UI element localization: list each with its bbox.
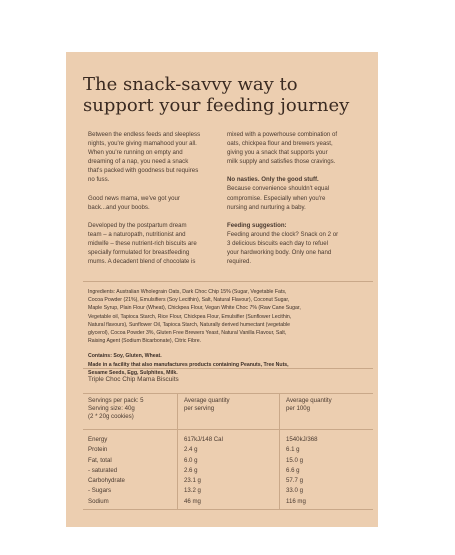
nutrition-row (83, 430, 373, 446)
per-100g-value: 6.1 g (280, 445, 373, 455)
per-100g-value: 15.0 g (280, 456, 373, 466)
servings-per-pack: Servings per pack: 5 (88, 397, 144, 404)
text-line: When you're running on empty and (88, 149, 183, 157)
text-line: back...and your boobs. (88, 203, 150, 211)
nutrition-product-name: Triple Choc Chip Mama Biscuits (88, 376, 179, 383)
nutrition-row (83, 456, 373, 466)
per-serving-value: 617kJ/148 Cal (177, 430, 279, 446)
per-100g-value: 57.7 g (280, 476, 373, 486)
text-line: Good news mama, we've got your (88, 194, 180, 202)
intro-paragraph (227, 221, 367, 266)
per-100g-value: 1540kJ/368 (280, 430, 373, 446)
allergen-contains: Contains: Soy, Gluten, Wheat. (88, 353, 162, 360)
header-line: per 100g (286, 405, 311, 413)
text-line: mums. A decadent blend of chocolate is (88, 258, 196, 266)
text-line: required. (227, 258, 252, 266)
section-divider (83, 281, 373, 282)
text-line: no fuss. (88, 176, 110, 184)
nutrition-row (83, 497, 373, 510)
intro-paragraph (88, 130, 226, 185)
per-serving-value: 23.1 g (177, 476, 279, 486)
nutrition-row (83, 466, 373, 476)
serving-note: (2 * 20g cookies) (88, 413, 134, 421)
per-serving-value: 2.4 g (177, 445, 279, 455)
ingredients-line: Raising Agent (Sodium Bicarbonate), Citric Fibre. (88, 338, 202, 345)
text-line: Developed by the postpartum dream (88, 221, 187, 229)
section-heading: No nasties. Only the good stuff. (227, 176, 319, 184)
title-line: The snack-savvy way to (83, 74, 298, 95)
ingredients-line: Maple Syrup, Plain Flour (Wheat), Chickpea Flour, Vegan White Choc 7% (Raw Cane Sugar, (88, 305, 301, 312)
per-serving-value: 2.6 g (177, 466, 279, 476)
nutrient-label: Energy (88, 436, 108, 443)
text-line: milk supply and satisfies those cravings. (227, 158, 336, 166)
per-serving-value: 13.2 g (177, 486, 279, 496)
text-line: 3 delicious biscuits each day to refuel (227, 239, 328, 247)
nutrient-label: Sodium (83, 497, 177, 510)
text-line: oats, chickpea flour and brewers yeast, (227, 140, 333, 148)
serving-size: Serving size: 40g (88, 405, 135, 413)
section-divider (83, 368, 373, 369)
ingredients-line: Vegetable oil, Tapioca Starch, Rice Flour, Chickpea Flour, Emulsifier (Sunflower Lecithin, (88, 313, 292, 320)
nutrient-label: Protein (88, 446, 108, 454)
text-line: midwife – these nutrient-rich biscuits are (88, 239, 197, 247)
text-line: that's packed with goodness but requires (88, 167, 199, 175)
per-serving-header (177, 394, 279, 430)
text-line: nights, you're giving mamahood your all. (88, 140, 197, 148)
nutrition-table (83, 393, 373, 510)
per-100g-header (280, 394, 373, 430)
per-100g-value: 33.0 g (280, 486, 373, 496)
intro-left-column (88, 130, 226, 275)
nutrient-label: - Sugars (88, 487, 112, 495)
nutrition-row (83, 486, 373, 496)
header-line: per serving (183, 405, 215, 413)
intro-right-column (227, 130, 367, 275)
nutrient-label: - saturated (88, 466, 118, 474)
text-line: team – a naturopath, nutritionist and (88, 230, 186, 238)
text-line: giving you a snack that supports your (227, 149, 328, 157)
per-100g-value: 6.6 g (280, 466, 373, 476)
header-line: Average quantity (286, 397, 332, 404)
intro-paragraph (227, 130, 367, 166)
ingredients-line: Cocoa Powder (21%), Emulsifiers (Soy Lecithin), Salt, Natural Flavour), Coconut Sugar, (88, 297, 290, 304)
text-line: Because convenience shouldn't equal (227, 185, 330, 193)
nutrition-row (83, 476, 373, 486)
text-line: your hardworking body. Only one hand (227, 249, 332, 257)
nutrition-row (83, 445, 373, 455)
nutrient-label: Carbohydrate (88, 477, 125, 485)
text-line: mixed with a powerhouse combination of (227, 131, 338, 138)
intro-paragraph (88, 221, 226, 266)
per-100g-value: 116 mg (280, 497, 373, 510)
nutrition-header-row (83, 394, 373, 430)
ingredients-line: glycerol), Cocoa Powder 3%, Gluten Free Brewers Yeast, Natural Vanilla Flavour, Salt, (88, 330, 287, 337)
title-line: support your feeding journey (83, 95, 350, 116)
text-line: Feeding around the clock? Snack on 2 or (227, 230, 339, 238)
text-line: specially formulated for breastfeeding (88, 249, 190, 257)
ingredients-line: Natural flavours), Sunflower Oil, Tapioca Starch, Naturally derived humectant (vegetable (88, 321, 291, 328)
header-line: Average quantity (183, 397, 230, 404)
allergen-facility: Made in a facility that also manufactures products containing Peanuts, Tree Nuts, (88, 361, 289, 368)
servings-cell (83, 394, 177, 430)
ingredients-block (88, 288, 368, 377)
text-line: Between the endless feeds and sleepless (88, 131, 201, 138)
per-serving-value: 46 mg (177, 497, 279, 510)
nutrient-label: Fat, total (88, 456, 112, 464)
per-serving-value: 6.0 g (177, 456, 279, 466)
text-line: compromise. Especially when you're (227, 194, 326, 202)
text-line: nursing and nurturing a baby. (227, 203, 306, 211)
ingredients-line: Ingredients: Australian Wholegrain Oats, Dark Choc Chip 15% (Sugar, Vegetable Fats, (88, 289, 287, 295)
intro-paragraph (227, 175, 367, 211)
section-heading: Feeding suggestion: (227, 221, 287, 229)
page-title (83, 74, 373, 116)
allergen-facility: Sesame Seeds, Egg, Sulphites, Milk. (88, 369, 178, 376)
text-line: dreaming of a nap, you need a snack (88, 158, 189, 166)
intro-paragraph (88, 194, 226, 212)
